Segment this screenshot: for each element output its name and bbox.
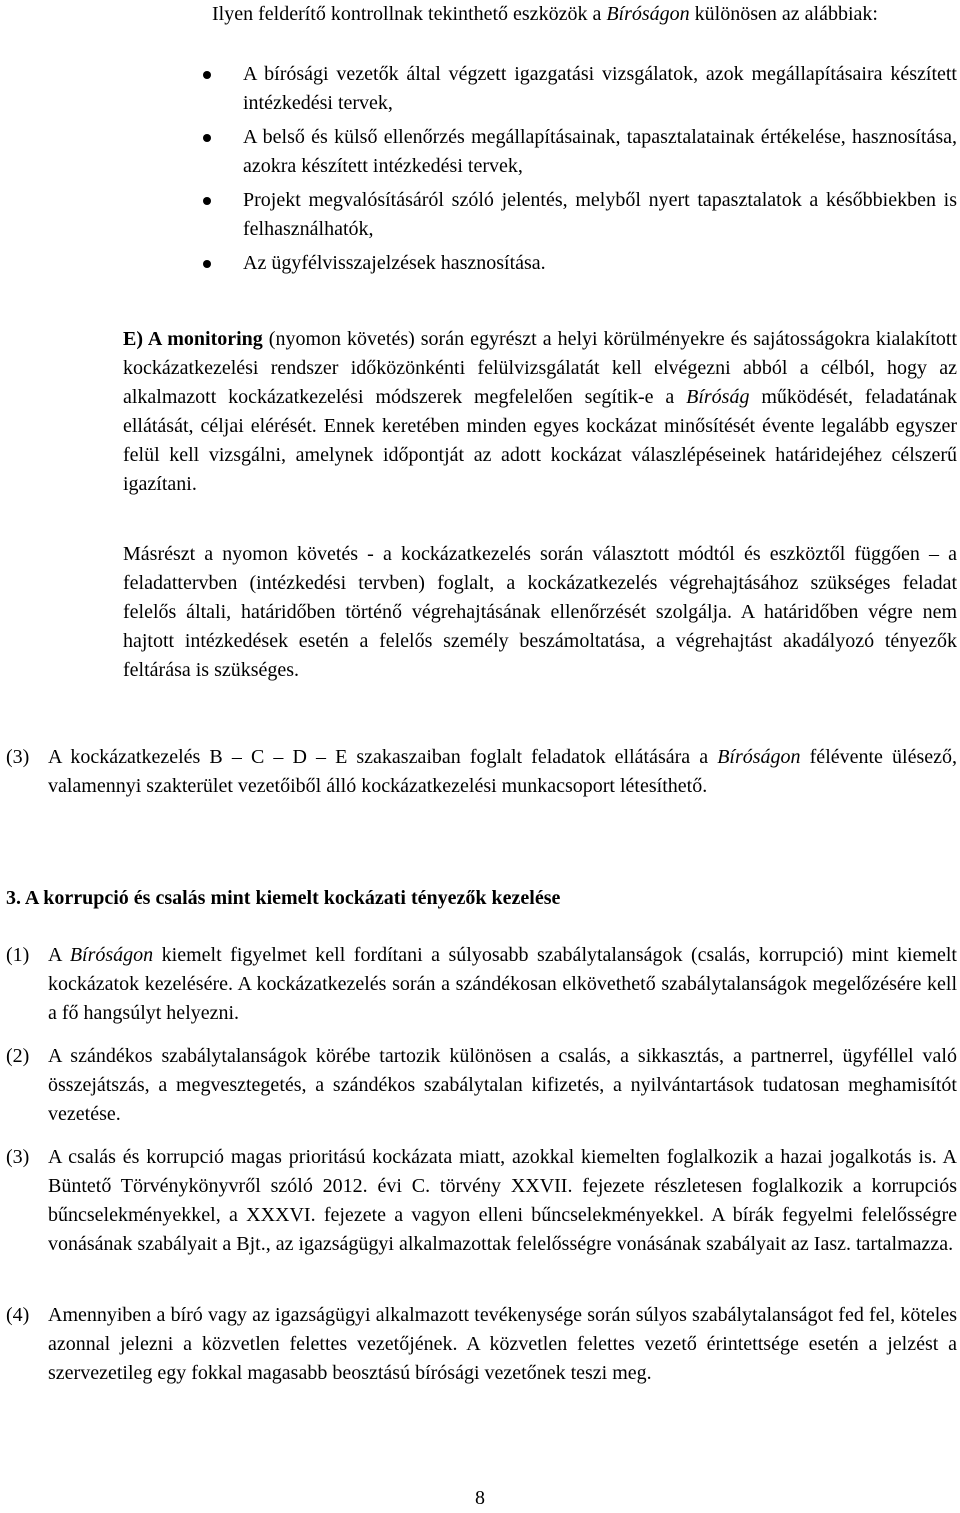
point-4 <box>6 1301 957 1388</box>
bullet-item: A belső és külső ellenőrzés megállapításainak, tapasztalatainak értékelése, hasznosítása, azokra készített intézkedési tervek, <box>200 123 957 181</box>
point-number: (1) <box>6 944 30 966</box>
bullet-item: A bírósági vezetők által végzett igazgatási vizsgálatok, azok megállapításaira készített intézkedési tervek, <box>200 60 957 118</box>
bullet-item: Projekt megvalósításáról szóló jelentés, melyből nyert tapasztalatok a későbbiekben is felhasználhatók, <box>200 186 957 244</box>
monitoring-italic: Bíróság <box>686 386 750 408</box>
point-2 <box>6 1042 957 1129</box>
intro-text-end: különösen az alábbiak: <box>689 3 878 25</box>
point-text: A Bíróságon kiemelt figyelmet kell fordítani a súlyosabb szabálytalanságok (csalás, korrupció) mint kiemelt kockázatok kezelésére. A kockázatkezelés során a szándékosan elkövethető szabálytalanságok megelőzésére kell a fő hangsúlyt helyezni. <box>48 944 957 1024</box>
intro-paragraph <box>212 0 957 29</box>
point-number: (4) <box>6 1304 30 1326</box>
intro-italic: Bíróságon <box>606 3 690 25</box>
point-text: A kockázatkezelés B – C – D – E szakaszaiban foglalt feladatok ellátására a Bíróságon félévente ülésező, valamennyi szakterület vezetőiből álló kockázatkezelési munkacsoport létesíthető. <box>48 746 957 797</box>
monitoring-text-end: működését, feladatának ellátását, céljai elérését. Ennek keretében minden egyes kockázat minősítését évente legalább egyszer felül kell vizsgálni, amelynek időpontját az adott kockázat válaszlépéseinek határidejéhez célszerű igazítani. <box>123 386 957 495</box>
point-text: A csalás és korrupció magas prioritású kockázata miatt, azokkal kiemelten foglalkozik a hazai jogalkotás is. A Büntető Törvénykönyvről szóló 2012. évi C. törvény XXVII. fejezete részletesen foglalkozik a korrupciós bűncselekményekkel, a XXXVI. fejezete a vagyon elleni bűncselekményekkel. A bírák fegyelmi felelősségre vonásának szabályait a Bjt., az igazságügyi alkalmazottak felelősségre vonásának szabályait az Iasz. tartalmazza. <box>48 1146 957 1255</box>
monitoring-heading: E) A monitoring <box>123 328 263 350</box>
point-3-risk-group <box>6 743 957 801</box>
intro-text: Ilyen felderítő kontrollnak tekinthető eszközök a <box>212 3 607 25</box>
point-text: Amennyiben a bíró vagy az igazságügyi alkalmazott tevékenysége során súlyos szabálytalanságot fed fel, köteles azonnal jelezni a közvetlen felettes vezetőjének. A közvetlen felettes vezető érintettsége esetén a jelzést a szervezetileg egy fokkal magasabb beosztású bírósági vezetőnek teszi meg. <box>48 1304 957 1384</box>
masreszt-paragraph: Másrészt a nyomon követés - a kockázatkezelés során választott módtól és eszköztől függően – a feladattervben (intézkedési tervben) foglalt, a kockázatkezelés végrehajtásához szükséges feladat felelős általi, határidőben történő végrehajtásának ellenőrzését szolgálja. A határidőben végre nem hajtott intézkedések esetén a felelős személy beszámoltatása, a végrehajtást akadályozó tényezők feltárása is szükséges. <box>123 543 957 681</box>
bullet-item: Az ügyfélvisszajelzések hasznosítása. <box>200 249 957 278</box>
point-1 <box>6 941 957 1028</box>
bullet-list <box>200 60 957 283</box>
point-number: (3) <box>6 1146 30 1168</box>
point-text: A szándékos szabálytalanságok körébe tartozik különösen a csalás, a sikkasztás, a partnerrel, ügyféllel való összejátszás, a megvesztegetés, a szándékos szabálytalan kifizetés, a nyilvántartások tudatosan meghamisítót vezetése. <box>48 1045 957 1125</box>
point-number: (3) <box>6 746 30 768</box>
point-number: (2) <box>6 1045 30 1067</box>
point-3 <box>6 1143 957 1259</box>
monitoring-paragraph <box>123 325 957 499</box>
monitoring-text: (nyomon követés) során egyrészt a helyi körülményekre és sajátosságokra kialakított kockázatkezelési rendszer időközönkénti felülvizsgálatát kell elvégezni abból a célból, hogy az alkalmazott kockázatkezelési módszerek megfelelően segítik-e a <box>123 328 957 408</box>
section-heading: 3. A korrupció és csalás mint kiemelt kockázati tényezők kezelése <box>6 887 561 909</box>
page-number: 8 <box>475 1487 485 1509</box>
